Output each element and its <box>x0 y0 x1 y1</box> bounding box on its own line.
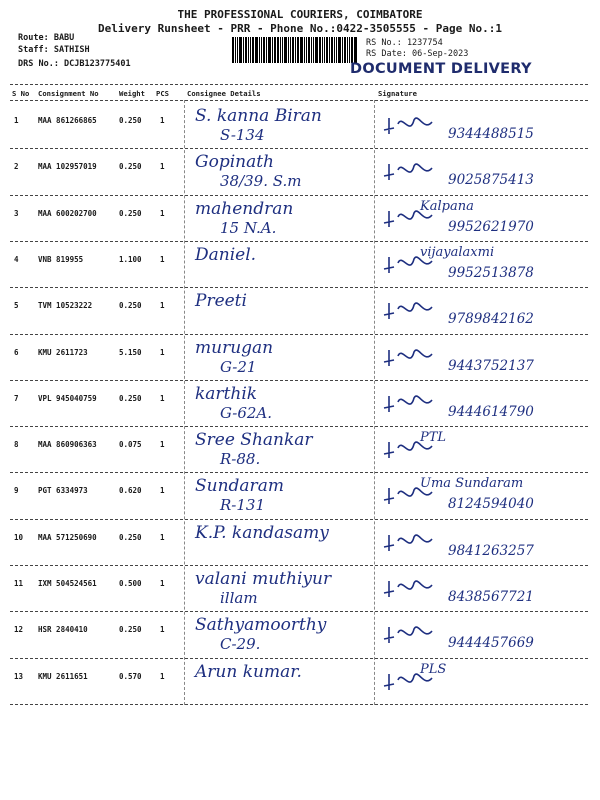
row-consignment-no: IXM 504524561 <box>38 579 97 588</box>
row-sno: 10 <box>14 532 24 542</box>
row-weight: 0.500 <box>119 579 142 588</box>
row-consignment-no: VPL 945040759 <box>38 393 97 403</box>
row-phone: 9444614790 <box>448 403 534 420</box>
row-pcs: 1 <box>160 116 165 125</box>
row-consignee-address: illam <box>220 589 258 607</box>
row-consignee-address: G-62A. <box>220 403 273 422</box>
row-consignment-no: TVM 10523222 <box>38 301 93 311</box>
staff-label: Staff: SATHISH <box>18 45 90 55</box>
row-divider <box>10 519 588 520</box>
row-pcs: 1 <box>160 162 165 172</box>
row-weight: 0.250 <box>119 625 142 635</box>
row-consignment-no: MAA 102957019 <box>38 162 97 172</box>
divider <box>10 100 588 101</box>
row-weight: 0.620 <box>119 486 142 496</box>
col-header-weight: Weight <box>119 89 145 98</box>
col-header-consignee: Consignee Details <box>187 89 261 98</box>
row-consignee-name: mahendran <box>195 198 294 219</box>
row-signature-name: PTL <box>420 430 447 446</box>
column-divider <box>374 100 375 705</box>
row-consignee-name: Sundaram <box>195 476 284 497</box>
row-weight: 0.250 <box>119 116 142 125</box>
row-consignee-name: Daniel. <box>195 244 257 265</box>
row-sno: 5 <box>14 301 19 311</box>
row-signature-name: Kalpana <box>420 198 474 214</box>
row-signature-name: Uma Sundaram <box>420 476 524 492</box>
row-divider <box>10 611 588 612</box>
row-divider <box>10 565 588 566</box>
row-consignee-address: 38/39. S.m <box>220 172 302 191</box>
row-consignee-name: karthik <box>195 383 258 404</box>
row-consignee-name: valani muthiyur <box>195 569 332 589</box>
row-sno: 6 <box>14 347 19 357</box>
row-sno: 2 <box>14 162 19 172</box>
row-consignee-name: murugan <box>195 337 274 358</box>
row-sno: 7 <box>14 393 19 403</box>
row-consignee-address: S-134 <box>220 126 265 144</box>
row-weight: 5.150 <box>119 347 142 357</box>
row-sno: 8 <box>14 440 19 450</box>
row-weight: 0.250 <box>119 301 142 311</box>
row-consignee-name: Sree Shankar <box>195 430 313 451</box>
row-phone: 9789842162 <box>448 311 534 328</box>
row-consignee-name: Arun kumar. <box>195 661 302 682</box>
row-weight: 0.250 <box>119 393 142 403</box>
row-sno: 1 <box>14 116 19 125</box>
row-consignment-no: HSR 2840410 <box>38 625 88 635</box>
row-weight: 0.250 <box>119 532 142 542</box>
row-sno: 12 <box>14 625 24 635</box>
row-divider <box>10 472 588 473</box>
row-consignment-no: MAA 860906363 <box>38 440 97 450</box>
row-phone: 9952621970 <box>448 218 534 235</box>
signature-scribble <box>380 617 440 647</box>
row-sno: 3 <box>14 208 19 218</box>
row-weight: 0.250 <box>119 208 142 218</box>
row-consignee-name: Preeti <box>195 291 247 312</box>
row-pcs: 1 <box>160 486 165 496</box>
row-divider <box>10 426 588 427</box>
row-divider <box>10 380 588 381</box>
row-consignee-name: K.P. kandasamy <box>195 522 329 543</box>
runsheet-title: Delivery Runsheet - PRR - Phone No.:0422-3505555 - Page No.:1 <box>98 22 502 35</box>
row-signature-name: PLS <box>420 661 447 677</box>
row-consignee-address: R-88. <box>220 450 261 469</box>
row-phone: 9344488515 <box>448 126 534 142</box>
row-divider <box>10 195 588 196</box>
row-divider <box>10 148 588 149</box>
signature-scribble <box>380 340 440 370</box>
route-label: Route: BABU <box>18 33 75 43</box>
signature-scribble <box>380 108 440 138</box>
signature-scribble <box>380 571 440 601</box>
row-pcs: 1 <box>160 347 165 357</box>
row-weight: 0.075 <box>119 440 142 450</box>
row-consignment-no: MAA 600202700 <box>38 208 97 218</box>
row-consignment-no: PGT 6334973 <box>38 486 88 496</box>
row-divider <box>10 241 588 242</box>
row-consignment-no: KMU 2611651 <box>38 671 88 681</box>
row-phone: 8124594040 <box>448 496 534 513</box>
row-weight: 0.570 <box>119 671 142 681</box>
row-sno: 13 <box>14 671 24 681</box>
row-phone: 9952513878 <box>448 264 534 281</box>
row-weight: 1.100 <box>119 254 142 264</box>
divider <box>10 84 588 85</box>
row-consignee-name: Sathyamoorthy <box>195 615 327 636</box>
signature-scribble <box>380 293 440 323</box>
barcode <box>232 37 360 63</box>
row-sno: 11 <box>14 579 24 588</box>
company-title: THE PROFESSIONAL COURIERS, COIMBATORE <box>177 8 423 21</box>
row-consignee-address: 15 N.A. <box>220 218 277 237</box>
row-pcs: 1 <box>160 579 165 588</box>
row-phone: 9444457669 <box>448 635 534 652</box>
row-consignee-name: S. kanna Biran <box>195 106 322 126</box>
row-pcs: 1 <box>160 254 165 264</box>
row-divider <box>10 287 588 288</box>
row-divider <box>10 704 588 705</box>
row-consignee-address: G-21 <box>220 357 257 376</box>
document-delivery-stamp: DOCUMENT DELIVERY <box>350 61 532 77</box>
row-phone: 8438567721 <box>448 589 534 605</box>
row-consignee-name: Gopinath <box>195 152 274 173</box>
row-signature-name: vijayalaxmi <box>420 244 495 260</box>
row-divider <box>10 334 588 335</box>
row-pcs: 1 <box>160 208 165 218</box>
row-sno: 9 <box>14 486 19 496</box>
col-header-sno: S No <box>12 89 30 98</box>
row-pcs: 1 <box>160 440 165 450</box>
row-sno: 4 <box>14 254 19 264</box>
rs-date: RS Date: 06-Sep-2023 <box>366 49 469 59</box>
row-pcs: 1 <box>160 301 165 311</box>
row-weight: 0.250 <box>119 162 142 172</box>
row-consignee-address: R-131 <box>220 496 265 515</box>
drs-number: DRS No.: DCJB123775401 <box>18 59 131 69</box>
signature-scribble <box>380 386 440 416</box>
row-consignment-no: MAA 571250690 <box>38 532 97 542</box>
row-consignment-no: KMU 2611723 <box>38 347 88 357</box>
col-header-pcs: PCS <box>156 89 169 98</box>
column-divider <box>184 100 185 705</box>
row-consignee-address: C-29. <box>220 635 261 654</box>
signature-scribble <box>380 525 440 555</box>
row-pcs: 1 <box>160 532 165 542</box>
row-phone: 9443752137 <box>448 357 534 374</box>
row-phone: 9841263257 <box>448 542 534 559</box>
row-consignment-no: MAA 861266865 <box>38 116 97 125</box>
row-pcs: 1 <box>160 393 165 403</box>
col-header-consignment: Consignment No <box>38 89 99 98</box>
row-pcs: 1 <box>160 671 165 681</box>
rs-number: RS No.: 1237754 <box>366 38 443 48</box>
col-header-signature: Signature <box>378 89 417 98</box>
row-divider <box>10 658 588 659</box>
row-phone: 9025875413 <box>448 172 534 189</box>
row-consignment-no: VNB 819955 <box>38 254 84 264</box>
row-pcs: 1 <box>160 625 165 635</box>
signature-scribble <box>380 154 440 184</box>
